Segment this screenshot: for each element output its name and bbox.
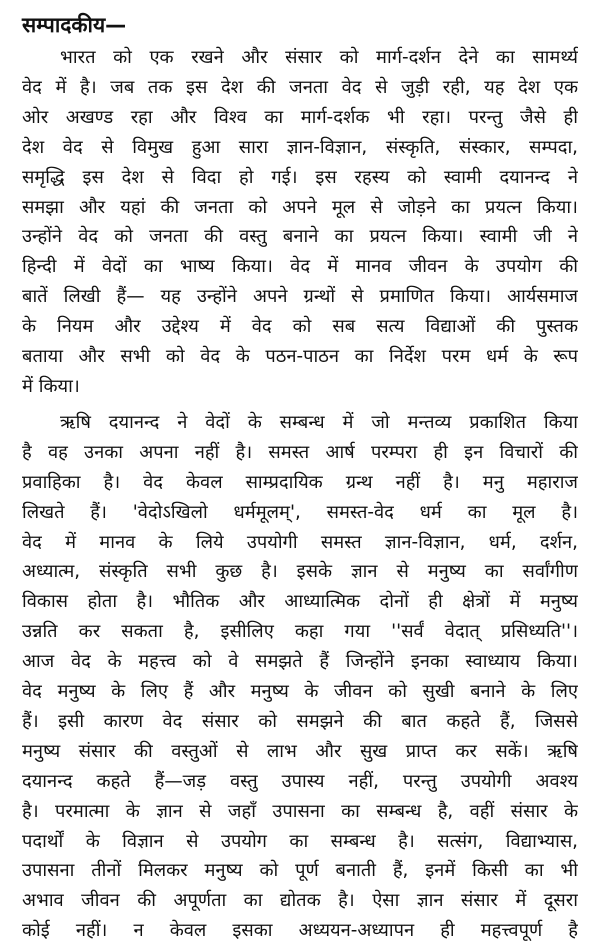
paragraph-line: देश वेद से विमुख हुआ सारा ज्ञान-विज्ञान, संस्कृति, संस्कार, सम्पदा, (22, 136, 578, 158)
document-page (22, 8, 578, 946)
paragraph-line: भारत को एक रखने और संसार को मार्ग-दर्शन देने का सामर्थ्य (60, 47, 578, 68)
paragraph-line: है वह उनका अपना नहीं है। समस्त आर्ष परम्परा ही इन विचारों की (22, 441, 578, 463)
paragraph-line: ओर अखण्ड रहा और विश्व का मार्ग-दर्शक भी रहा। परन्तु जैसे ही (22, 106, 578, 128)
paragraph-line: है। परमात्मा के ज्ञान से जहाँ उपासना का सम्बन्ध है, वहीं संसार के (22, 800, 578, 822)
paragraph-line: विकास होता है। भौतिक और आध्यात्मिक दोनों ही क्षेत्रों में मनुष्य (22, 591, 578, 613)
paragraph-line: पदार्थों के विज्ञान से उपयोग का सम्बन्ध है। सत्संग, विद्याभ्यास, (22, 830, 578, 852)
paragraph-line: प्रवाहिका है। वेद केवल साम्प्रदायिक ग्रन्थ नहीं है। मनु महाराज (22, 471, 578, 493)
paragraph-line: हैं। इसी कारण वेद संसार को समझने की बात कहते हैं, जिससे (22, 710, 578, 732)
paragraph-line: वेद में मानव के लिये उपयोगी समस्त ज्ञान-विज्ञान, धर्म, दर्शन, (22, 531, 578, 553)
paragraph-line: वेद में है। जब तक इस देश की जनता वेद से जुड़ी रही, यह देश एक (22, 76, 578, 98)
paragraph-line: समझा और यहां की जनता को अपने मूल से जोड़ने का प्रयत्न किया। (22, 196, 578, 218)
paragraph-line: समृद्धि इस देश से विदा हो गई। इस रहस्य को स्वामी दयानन्द ने (22, 166, 578, 188)
paragraph-line: उन्नति कर सकता है, इसीलिए कहा गया ''सर्वं वेदात् प्रसिध्यति''। (22, 621, 578, 643)
paragraph-line: वेद मनुष्य के लिए हैं और मनुष्य के जीवन को सुखी बनाने के लिए (22, 681, 578, 703)
paragraph-line: में किया। (22, 375, 80, 397)
paragraph-line: अध्यात्म, संस्कृति सभी कुछ है। इसके ज्ञान से मनुष्य का सर्वांगीण (22, 561, 578, 583)
paragraph-line: बातें लिखी हैं— यह उन्होंने अपने ग्रन्थों से प्रमाणित किया। आर्यसमाज (22, 286, 578, 308)
editorial-heading: सम्पादकीय— (22, 13, 127, 37)
paragraph-line: मनुष्य संसार की वस्तुओं से लाभ और सुख प्राप्त कर सकें। ऋषि (22, 740, 578, 762)
paragraph-line: लिखते हैं। 'वेदोऽखिलो धर्ममूलम्', समस्त-वेद धर्म का मूल है। (22, 501, 578, 523)
paragraph-line: आज वेद के महत्त्व को वे समझते हैं जिन्होंने इनका स्वाध्याय किया। (22, 651, 578, 673)
paragraph-1 (22, 43, 578, 402)
paragraph-line: उन्होंने वेद को जनता की वस्तु बनाने का प्रयत्न किया। स्वामी जी ने (22, 226, 578, 248)
paragraph-line: उपासना तीनों मिलकर मनुष्य को पूर्ण बनाती हैं, इनमें किसी का भी (22, 860, 578, 882)
paragraph-line: ऋषि दयानन्द ने वेदों के सम्बन्ध में जो मन्तव्य प्रकाशित किया (60, 411, 578, 433)
paragraph-line: कोई नहीं। न केवल इसका अध्ययन-अध्यापन ही महत्त्वपूर्ण है (22, 920, 578, 942)
paragraph-line: बताया और सभी को वेद के पठन-पाठन का निर्देश परम धर्म के रूप (22, 346, 578, 368)
paragraph-line: हिन्दी में वेदों का भाष्य किया। वेद में मानव जीवन के उपयोग की (22, 256, 578, 278)
paragraph-line: दयानन्द कहते हैं—जड़ वस्तु उपास्य नहीं, परन्तु उपयोगी अवश्य (22, 770, 578, 792)
paragraph-2 (22, 408, 578, 946)
paragraph-line: के नियम और उद्देश्य में वेद को सब सत्य विद्याओं की पुस्तक (22, 316, 578, 338)
paragraph-line: अभाव जीवन की अपूर्णता का द्योतक है। ऐसा ज्ञान संसार में दूसरा (22, 890, 578, 912)
